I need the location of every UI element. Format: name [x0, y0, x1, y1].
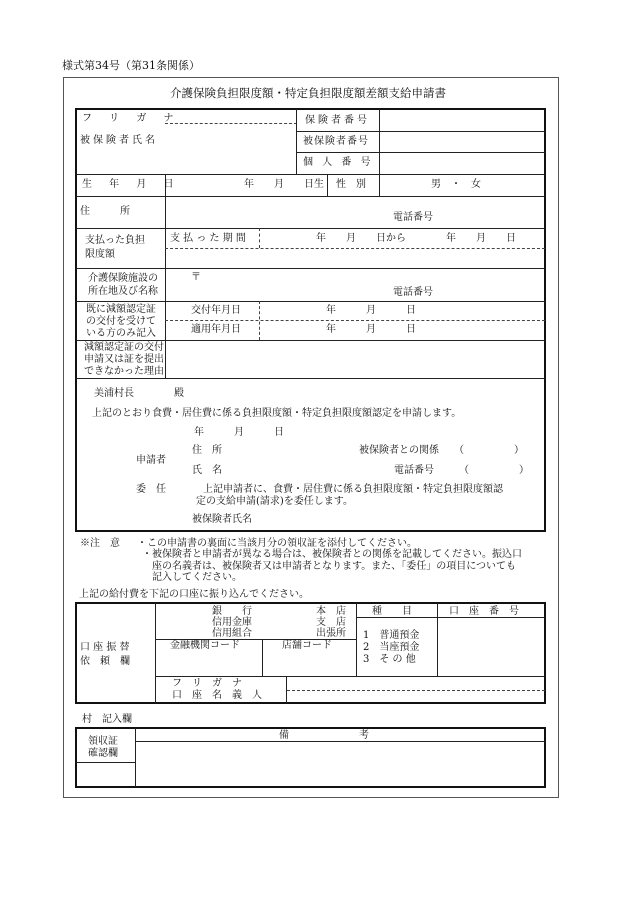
postal-mark: 〒 [191, 272, 201, 283]
account-type-3: 3 そ の 他 [363, 654, 416, 665]
note-2b: 座の名義者は、被保険者又は申請者となります。また、「委任」の項目についても [152, 561, 516, 572]
remarks-label: 備 考 [279, 730, 369, 741]
application-date: 年 月 日 [194, 427, 284, 438]
birth-date-label: 生 年 月 日 [82, 179, 181, 190]
addressee: 美浦村長 殿 [94, 388, 184, 399]
issue-date-label: 交付年月日 [191, 305, 241, 316]
bank-label: 銀 行 [212, 606, 252, 617]
village-heading: 村 記入欄 [82, 714, 132, 725]
cert-label-3: いる方のみ記入 [86, 328, 156, 339]
delegate-insured-name: 被保険者氏名 [192, 514, 252, 525]
form-number: 様式第34号（第31条関係） [62, 59, 200, 72]
reason-label-2: 申請又は証を提出 [84, 354, 164, 365]
facility-label-2: 所在地及び名称 [88, 286, 158, 297]
application-statement: 上記のとおり食費・居住費に係る負担限度額・特定負担限度額認定を申請します。 [92, 408, 462, 419]
applicant-phone: 電話番号 （ ） [394, 465, 529, 476]
pay-period-value: 年 月 日から 年 月 日 [316, 233, 516, 244]
kumiai-label: 信用組合 [212, 628, 252, 639]
insured-number-label: 被保険者番号 [303, 136, 369, 147]
applicant-label: 申請者 [136, 455, 166, 466]
shinkin-label: 信用金庫 [212, 617, 252, 628]
form-title: 介護保険負担限度額・特定負担限度額差額支給申請書 [170, 86, 446, 100]
account-number-head: 口 座 番 号 [449, 606, 519, 617]
account-type-1: 1 普通預金 [363, 630, 420, 641]
cert-label-2: の交付を受けて [86, 316, 156, 327]
reason-label-1: 減額認定証の交付 [84, 342, 164, 353]
paid-limit-label-2: 限度額 [85, 249, 115, 260]
insured-name-label: 被保険者氏名 [80, 135, 158, 146]
delegate-label: 委 任 [136, 484, 166, 495]
delegate-text-1: 上記申請者に、食費・居住費に係る負担限度額・特定負担限度額認 [203, 484, 503, 495]
applicant-relation: 被保険者との関係 （ ） [359, 445, 524, 456]
account-type-2: 2 当座預金 [363, 642, 420, 653]
phone-label: 電話番号 [393, 212, 433, 223]
cert-label-1: 既に減額認定証 [86, 304, 156, 315]
sex-value: 男 ・ 女 [431, 179, 481, 190]
reason-label-3: できなかった理由 [84, 366, 164, 377]
holder-furigana-label: フ リ ガ ナ [172, 678, 242, 689]
paid-limit-label-1: 支払った負担 [85, 235, 145, 246]
store-code-label: 店舗コード [282, 640, 332, 651]
delegate-text-2: 定の支給申請(請求)を委任します。 [196, 496, 354, 507]
facility-label-1: 介護保険施設の [88, 273, 158, 284]
note-2a: ・被保険者と申請者が異なる場合は、被保険者との関係を記載してください。振込口 [142, 549, 522, 560]
personal-number-label: 個 人 番 号 [303, 157, 374, 168]
apply-date-value: 年 月 日 [326, 324, 416, 335]
receipt-label-2: 確認欄 [88, 748, 118, 759]
bank-section-label-1: 口 座 振 替 [80, 642, 130, 653]
head-office-label: 本 店 [316, 606, 346, 617]
institution-code-label: 金融機関コード [170, 640, 240, 651]
applicant-address-label: 住 所 [192, 445, 222, 456]
note-1: ・この申請書の裏面に当該月分の領収証を添付してください。 [137, 538, 417, 549]
sex-label: 性 別 [336, 179, 366, 190]
receipt-label-1: 領収証 [88, 736, 118, 747]
account-holder-label: 口 座 名 義 人 [172, 690, 262, 701]
insurer-number-label: 保険者番号 [305, 115, 370, 126]
facility-phone-label: 電話番号 [393, 287, 433, 298]
birth-date-value: 年 月 日生 [244, 179, 324, 190]
furigana-label: フ リ ガ ナ [82, 113, 181, 124]
account-type-head: 種 目 [372, 606, 412, 617]
bank-intro: 上記の給付費を下記の口座に振り込んでください。 [79, 589, 309, 600]
pay-period-label: 支 払 っ た 期 間 [170, 233, 246, 244]
bank-section-label-2: 依 頼 欄 [80, 656, 130, 667]
applicant-name-label: 氏 名 [192, 465, 222, 476]
apply-date-label: 適用年月日 [191, 324, 241, 335]
sub-office-label: 出張所 [316, 628, 346, 639]
note-2c: 記入してください。 [152, 572, 242, 583]
issue-date-value: 年 月 日 [326, 305, 416, 316]
notes-head: ※注 意 [80, 538, 120, 549]
branch-label: 支 店 [316, 617, 346, 628]
address-label: 住 所 [80, 206, 130, 217]
